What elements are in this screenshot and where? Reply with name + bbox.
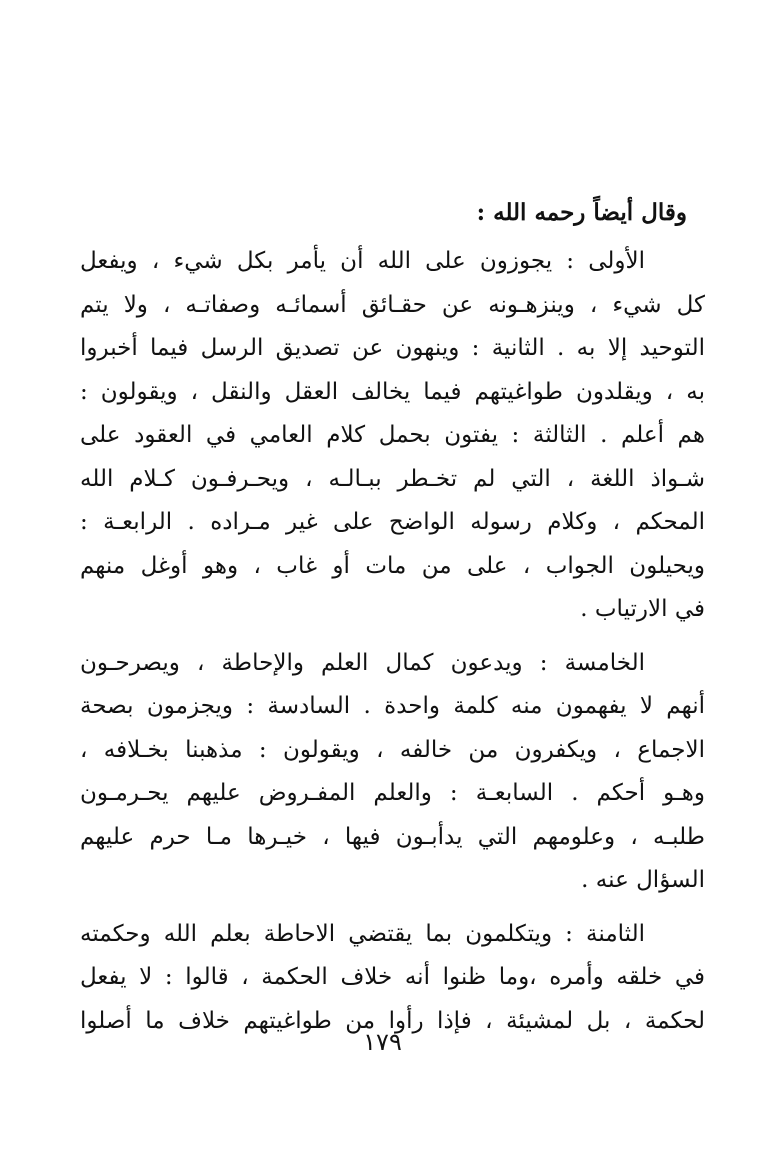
- text-line: كل شيء ، وينزهـونه عن حقـائق أسمائـه وصفاتـه ، ولا يتم: [80, 291, 705, 318]
- paragraph-2: [80, 642, 705, 903]
- text-line: الثامنة : ويتكلمون بما يقتضي الاحاطة بعلم الله وحكمته: [80, 920, 645, 947]
- paragraph-1: [80, 240, 705, 632]
- page-number: ١٧٩: [363, 1028, 402, 1056]
- text-line: الخامسة : ويدعون كمال العلم والإحاطة ، ويصرحـون: [80, 649, 645, 676]
- text-line: السؤال عنه .: [581, 867, 705, 893]
- text-line: وهـو أحكم . السابعـة : والعلم المفـروض عليهم يحـرمـون: [80, 780, 705, 806]
- text-line: لحكمة ، بل لمشيئة ، فإذا رأوا من طواغيتهم خلاف ما أصلوا: [80, 1007, 705, 1034]
- text-line: في الارتياب .: [580, 596, 705, 622]
- section-heading: وقال أيضاً رحمه الله :: [476, 199, 687, 226]
- text-line: ويحيلون الجواب ، على من مات أو غاب ، وهو أوغل منهم: [80, 552, 705, 579]
- text-line: الأولى : يجوزون على الله أن يأمر بكل شيء ، ويفعل: [80, 248, 645, 274]
- text-line: التوحيد إلا به . الثانية : وينهون عن تصديق الرسل فيما أخبروا: [80, 335, 705, 361]
- text-line: شـواذ اللغة ، التي لم تخـطر ببـالـه ، ويحـرفـون كـلام الله: [80, 465, 705, 492]
- text-line: المحكم ، وكلام رسوله الواضح على غير مـراده . الرابعـة :: [80, 509, 705, 535]
- text-line: أنهم لا يفهمون منه كلمة واحدة . السادسة : ويجزمون بصحة: [80, 693, 705, 719]
- text-line: به ، ويقلدون طواغيتهم فيما يخالف العقل والنقل ، ويقولون :: [80, 378, 705, 405]
- text-line: هم أعلم . الثالثة : يفتون بحمل كلام العامي في العقود على: [80, 422, 705, 448]
- text-line: في خلقه وأمره ،وما ظنوا أنه خلاف الحكمة ، قالوا : لا يفعل: [80, 964, 705, 990]
- text-line: طلبـه ، وعلومهم التي يدأبـون فيها ، خيـرها مـا حرم عليهم: [80, 823, 705, 850]
- text-line: الاجماع ، ويكفرون من خالفه ، ويقولون : مذهبنا بخـلافه ،: [80, 736, 705, 763]
- page-text: [80, 188, 705, 1053]
